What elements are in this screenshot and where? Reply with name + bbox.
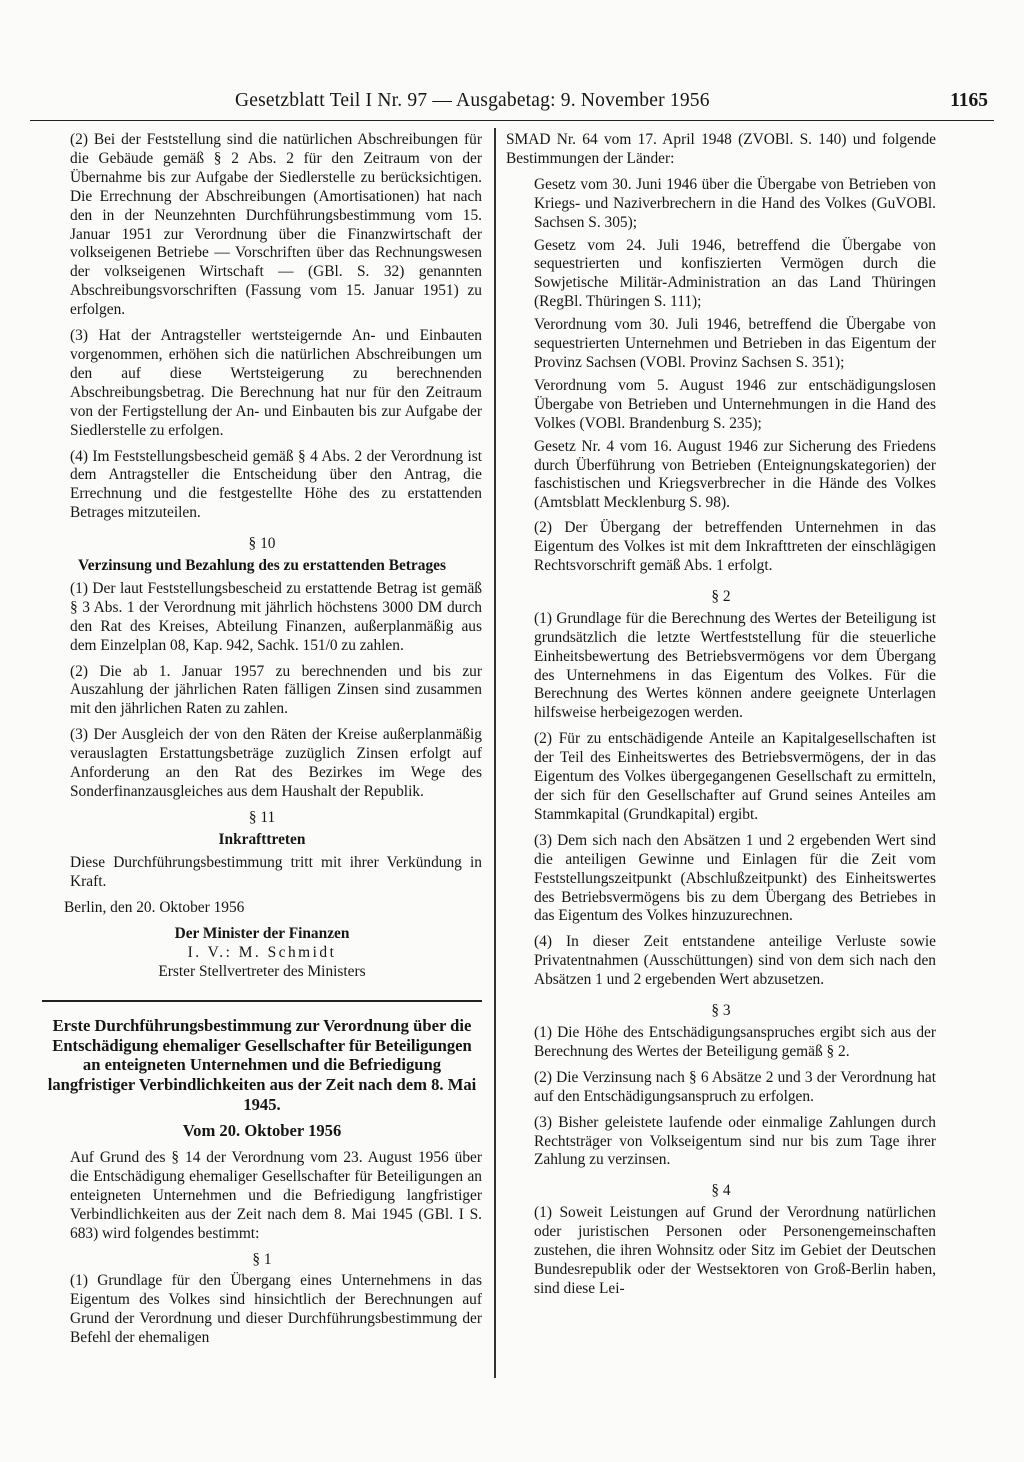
paragraph: (3) Dem sich nach den Absätzen 1 und 2 ergebenden Wert sind die anteiligen Gewinne und Einlagen für die Zeit vom Feststellungszeitpunkt (Abschlußzeitpunkt) des Einheitswertes des Betriebsvermögens bis zu dem Übergang des Betriebes in das Eigentum des Volkes hinzuzurechnen. xyxy=(534,831,936,925)
paragraph: (2) Der Übergang der betreffenden Unternehmen in das Eigentum des Volkes ist mit dem Inkrafttreten der einschlägigen Rechtsvorschrift gemäß Abs. 1 erfolgt. xyxy=(534,519,936,575)
paragraph: (1) Soweit Leistungen auf Grund der Verordnung natürlichen oder juristischen Personen oder Personengemeinschaften zustehen, die ihren Wohnsitz oder Sitz im Gebiet der Deutschen Bundesrepublik oder der Westsektoren von Groß-Berlin haben, sind diese Lei- xyxy=(534,1204,936,1297)
page-header xyxy=(30,90,994,121)
paragraph: (2) Die Verzinsung nach § 6 Absätze 2 und 3 der Verordnung hat auf den Entschädigungsanspruch zu erfolgen. xyxy=(534,1068,936,1105)
paragraph: Diese Durchführungsbestimmung tritt mit ihrer Verkündung in Kraft. xyxy=(70,853,482,890)
section-number: § 3 xyxy=(711,1002,731,1020)
paragraph: (2) Die ab 1. Januar 1957 zu berechnenden und bis zur Auszahlung der jährlichen Raten fälligen Zinsen sind zusammen mit den jährlichen Raten zu zahlen. xyxy=(70,662,482,718)
paragraph: (1) Die Höhe des Entschädigungsanspruches ergibt sich aus der Berechnung des Wertes der Beteiligung gemäß § 2. xyxy=(534,1023,936,1060)
header-title: Gesetzblatt Teil I Nr. 97 — Ausgabetag: 9. November 1956 xyxy=(235,90,710,111)
paragraph: SMAD Nr. 64 vom 17. April 1948 (ZVOBl. S. 140) und folgende Bestimmungen der Länder: xyxy=(506,131,936,167)
paragraph: (2) Bei der Feststellung sind die natürlichen Abschreibungen für die Gebäude gemäß § 2 Abs. 2 für den Zeitraum von der Übernahme bis zur Aufgabe der Siedlerstelle zu berücksichtigen. Die Errechnung der Abschreibungen (Amortisationen) hat nach den in der Neunzehnten Durchführungsbestimmung vom 15. Januar 1951 zur Verordnung über die Finanzwirtschaft der volkseigenen Betriebe — Vorschriften über das Rechnungswesen der volkseigenen Wirtschaft — (GBl. S. 32) genannten Abschreibungsvorschriften (Fassung vom 15. Januar 1951) zu erfolgen. xyxy=(70,131,482,319)
paragraph: (4) In dieser Zeit entstandene anteilige Verluste sowie Privatentnahmen (Ausschüttungen) sind von dem sich nach den Absätzen 1 und 2 ergebenden Wert abzusetzen. xyxy=(534,933,936,989)
section-title: Inkrafttreten xyxy=(218,830,306,848)
column-divider xyxy=(494,128,496,1378)
paragraph: (1) Grundlage für die Berechnung des Wertes der Beteiligung ist grundsätzlich die letzte Wertfeststellung für die steuerliche Einheitsbewertung des Betriebsvermögens vor dem Übergang des Unternehmens in das Eigentum des Volkes. Für die Berechnung des Wertes können andere geeignete Unterlagen hilfsweise herbeigezogen werden. xyxy=(534,609,936,722)
paragraph: (4) Im Feststellungsbescheid gemäß § 4 Abs. 2 der Verordnung ist dem Antragsteller die Entscheidung über den Antrag, die Errechnung und die festgestellte Höhe des zu erstattenden Betrages mitzuteilen. xyxy=(70,447,482,522)
paragraph: (3) Bisher geleistete laufende oder einmalige Zahlungen durch Rechtsträger von Volkseigentum sind nur bis zum Tage ihrer Zahlung zu verzinsen. xyxy=(534,1113,936,1169)
section-number: § 10 xyxy=(248,535,276,553)
signature-office: Der Minister der Finanzen xyxy=(174,925,350,943)
signature-name: I. V.: M. Schmidt xyxy=(187,944,337,962)
section-number: § 1 xyxy=(252,1250,272,1268)
section-title: Verzinsung und Bezahlung des zu erstattenden Betrages xyxy=(78,557,446,575)
paragraph: (3) Der Ausgleich der von den Räten der Kreise außerplanmäßig verauslagten Erstattungsbeträge zuzüglich Zinsen erfolgt auf Anforderung an den Rat des Bezirkes im Wege des Sonderfinanzausgleiches aus dem Haushalt der Republik. xyxy=(70,726,482,800)
decree-date: Vom 20. Oktober 1956 xyxy=(182,1121,342,1141)
law-list-item: Gesetz vom 30. Juni 1946 über die Übergabe von Betrieben von Kriegs- und Naziverbrechern in die Hand des Volkes (GuVOBl. Sachsen S. 305); xyxy=(534,175,936,231)
law-list-item: Gesetz vom 24. Juli 1946, betreffend die Übergabe von sequestrierten und konfiszierten Vermögen durch die Sowjetische Militär-Administration an das Land Thüringen (RegBl. Thüringen S. 111); xyxy=(534,236,936,311)
signature-role: Erster Stellvertreter des Ministers xyxy=(158,963,366,981)
paragraph: (3) Hat der Antragsteller wertsteigernde An- und Einbauten vorgenommen, erhöhen sich die natürlichen Abschreibungen um den auf diese Wertsteigerung zu berechnenden Abschreibungsbetrag. Die Berechnung hat nur für den Zeitraum von der Fertigstellung der An- und Einbauten bis zur Aufgabe der Siedlerstelle zu erfolgen. xyxy=(70,327,482,439)
left-column xyxy=(42,131,482,1355)
section-number: § 11 xyxy=(248,808,276,826)
law-list-item: Verordnung vom 5. August 1946 zur entschädigungslosen Übergabe von Betrieben und Unternehmungen in die Hand des Volkes (VOBl. Brandenburg S. 235); xyxy=(534,376,936,432)
section-divider xyxy=(42,1000,482,1002)
law-list-item: Gesetz Nr. 4 vom 16. August 1946 zur Sicherung des Friedens durch Überführung von Betrieben (Enteignungskategorien) der faschistischen und Kriegsverbrecher in die Hände des Volkes (Amtsblatt Mecklenburg S. 98). xyxy=(534,437,936,512)
law-list-item: Verordnung vom 30. Juli 1946, betreffend die Übergabe von sequestrierten Unternehmen und Betrieben in das Eigentum der Provinz Sachsen (VOBl. Provinz Sachsen S. 351); xyxy=(534,316,936,371)
preamble: Auf Grund des § 14 der Verordnung vom 23. August 1956 über die Entschädigung ehemaliger Gesellschafter für Beteiligungen an enteigneten Unternehmen und die Befriedigung langfristiger Verbindlichkeiten aus der Zeit nach dem 8. Mai 1945 (GBl. I S. 683) wird folgendes bestimmt: xyxy=(70,1149,482,1242)
section-number: § 2 xyxy=(711,587,731,605)
section-number: § 4 xyxy=(711,1182,731,1200)
page-number: 1165 xyxy=(950,90,988,111)
paragraph: (2) Für zu entschädigende Anteile an Kapitalgesellschaften ist der Teil des Einheitswertes des Betriebsvermögens, der in das Eigentum des Volkes übergegangenen Gesellschaft zu ermitteln, der sich für den Gesellschafter auf Grund seines Anteiles am Stammkapital (Grundkapital) ergibt. xyxy=(534,730,936,823)
right-column xyxy=(506,131,936,1306)
place-date: Berlin, den 20. Oktober 1956 xyxy=(64,898,245,916)
paragraph: (1) Der laut Feststellungsbescheid zu erstattende Betrag ist gemäß § 3 Abs. 1 der Verordnung mit jährlich höchstens 3000 DM durch den Rat des Kreises, Abteilung Finanzen, außerplanmäßig aus dem Einzelplan 08, Kap. 942, Sachk. 151/0 zu zahlen. xyxy=(70,579,482,654)
paragraph: (1) Grundlage für den Übergang eines Unternehmens in das Eigentum des Volkes sind hinsichtlich der Berechnungen auf Grund der Verordnung und dieser Durchführungsbestimmung der Befehl der ehemaligen xyxy=(70,1272,482,1347)
decree-title: Erste Durchführungsbestimmung zur Verordnung über die Entschädigung ehemaliger Gesellschafter für Beteiligungen an enteigneten Unternehmen und die Befriedigung langfristiger Verbindlichkeiten aus der Zeit nach dem 8. Mai 1945. xyxy=(47,1016,477,1114)
